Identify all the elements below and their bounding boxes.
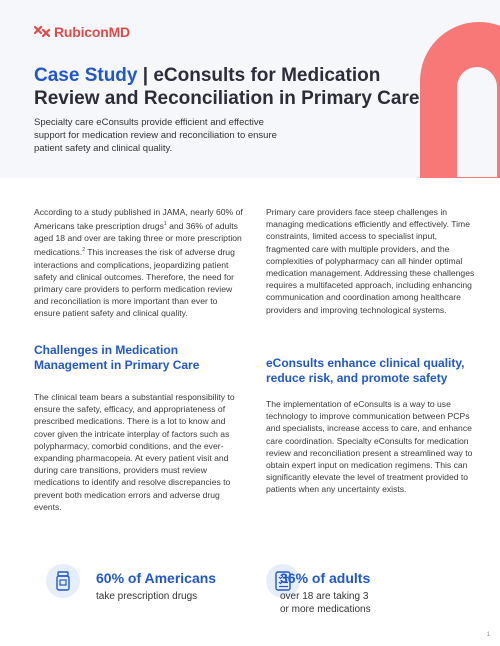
right-section-heading: eConsults enhance clinical quality, reduce risk, and promote safety [266, 356, 465, 385]
title-rest: | eConsults for Medication Review and Reconciliation in Primary Care [34, 65, 420, 109]
left-paragraph-1 [34, 206, 244, 320]
right-column-intro [266, 206, 480, 316]
page-subtitle: Specialty care eConsults provide efficient and effective support for medication review and reconciliation to ensure patient safety and clinical quality. [34, 117, 277, 154]
brand-name: RubiconMD [54, 24, 130, 40]
page-number: 1 [486, 632, 490, 638]
stat-label-line: over 18 are taking 3 [280, 591, 369, 602]
footnote-marker: 1 [163, 221, 167, 228]
left-column-intro [34, 206, 244, 320]
text-span: According to a study published in JAMA, nearly 60% of Americans take prescription drugs [34, 207, 243, 232]
stats-row [34, 560, 474, 620]
footnote-marker: 2 [82, 247, 86, 254]
stat-label: take prescription drugs [96, 591, 198, 602]
brand-logo[interactable] [34, 24, 130, 40]
right-paragraph-2: The implementation of eConsults is a way to use technology to improve communication between PCPs and specialists, increase access to care, and enhance care coordination. Specialty eConsults for medication review and reconciliation present a streamlined way to obtain expert input on medication regimens. This can significantly elevate the level of treatment provided to patients when any uncertainty exists. [266, 399, 473, 495]
text-span: and 36% of adults aged 18 and over are taking three or more prescription medications. [34, 221, 242, 258]
pill-bottle-icon [46, 564, 80, 598]
right-paragraph-1: Primary care providers face steep challenges in managing medications efficiently and effectively. Time constraints, limited access to specialist input, fragmented care with multiple providers, and the complexities of polypharmacy can all hinder optimal medication management. Addressing these challenges requires a multifaceted approach, including enhancing communication and coordination among healthcare providers and improving technological systems. [266, 207, 475, 315]
stat-value: 60% of Americans [96, 570, 217, 586]
left-column-body [34, 391, 244, 513]
right-column-body [266, 398, 480, 496]
left-heading-block [34, 343, 234, 373]
title-accent: Case Study [34, 65, 138, 86]
stat-label [280, 590, 371, 616]
decorative-arch-inner [457, 67, 497, 177]
left-section-heading: Challenges in Medication Management in Primary Care [34, 343, 200, 372]
stat-label-line: or more medications [280, 604, 371, 615]
stat-value: 36% of adults [280, 570, 371, 586]
rubicon-logo-icon [34, 25, 50, 39]
right-heading-block [266, 356, 480, 386]
text-span: This increases the risk of adverse drug interactions and complications, jeopardizing patient safety and clinical outcomes. Therefore, the need for primary care providers to perform medication review and reconciliation is more important than ever to ensure patient safety and clinical quality. [34, 247, 235, 319]
page-title [34, 64, 434, 110]
left-paragraph-2: The clinical team bears a substantial responsibility to ensure the safety, efficacy, and appropriateness of prescribed medications. There is a lot to know and cover given the intricate interplay of factors such as polypharmacy, comorbid conditions, and the ever-expanding pharmacopeia. At every patient visit and during care transitions, providers must review medications to identify and resolve discrepancies to prevent both medication errors and adverse drug events. [34, 392, 235, 512]
